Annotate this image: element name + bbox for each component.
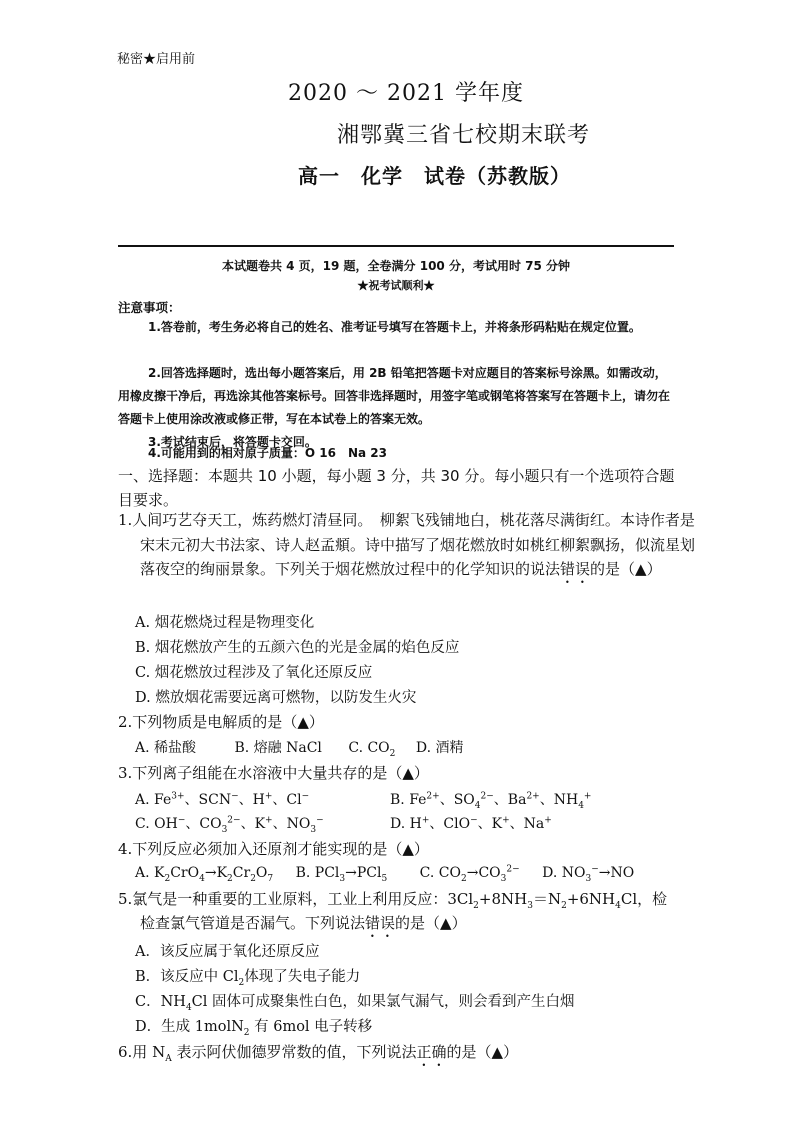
- question-5-emphasis: 错误: [365, 914, 396, 932]
- q3-option-a: A. $Fe^{3+}$、SCN−、H+、Cl−: [135, 791, 310, 808]
- q4-option-d: D. $NO_3^-\to NO$: [542, 864, 635, 884]
- question-2-stem: 2.下列物质是电解质的是（▲）: [118, 713, 324, 731]
- good-luck-line: ★祝考试顺利★: [357, 279, 435, 292]
- question-6-emphasis: 正确: [416, 1043, 447, 1061]
- q3-option-c: C. OH−、$CO_3^{2-}$、K+、$NO_3^-$: [135, 815, 324, 835]
- q5-option-a: A．该反应属于氧化还原反应: [135, 944, 320, 960]
- confidential-label: 秘密★启用前: [117, 52, 196, 67]
- q4-option-c: C. $CO_2\to CO_3^{2-}$: [419, 864, 520, 884]
- q2-option-b: B. 熔融 NaCl: [234, 740, 322, 756]
- q1-option-a: A. 烟花燃烧过程是物理变化: [135, 615, 315, 631]
- notes-title: 注意事项：: [118, 300, 181, 315]
- q2-option-a: A. 稀盐酸: [135, 740, 197, 756]
- question-1-stem: [118, 508, 700, 587]
- q2-options: [135, 737, 464, 759]
- q3-option-d: D. H+、ClO−、K+、Na+: [390, 815, 552, 832]
- q2-option-d: D. 酒精: [415, 740, 464, 756]
- q5-option-d: D．生成 1molN$_2$ 有 6mol 电子转移: [135, 1019, 373, 1038]
- question-5-stem: 5.氯气是一种重要的工业原料，工业上利用反应：$3Cl_2+8NH_3=N_2+6NH_4Cl$，检: [118, 890, 668, 911]
- q5-option-b: B．该反应中 $Cl_2$体现了失电子能力: [135, 969, 361, 988]
- question-1-emphasis: 错误: [560, 560, 591, 578]
- q4-option-b: B. PCl$_3$→PCl$_5$: [295, 864, 388, 884]
- q1-option-c: C. 烟花燃放过程涉及了氧化还原反应: [135, 665, 373, 681]
- q5-option-c: C．$NH_4Cl$ 固体可成聚集性白色，如果氯气漏气，则会看到产生白烟: [135, 994, 575, 1013]
- question-6-stem: 6.用 $N_A$ 表示阿伏伽德罗常数的值，下列说法正确的是（▲）: [118, 1043, 519, 1064]
- q4-option-a: A. $K_2CrO_4\to K_2Cr_2O_7$: [135, 864, 274, 884]
- exam-info: 本试题卷共 4 页，19 题，全卷满分 100 分，考试用时 75 分钟: [221, 259, 571, 273]
- question-1-tail: 的是（▲）: [590, 560, 662, 578]
- q3-option-b: B. $Fe^{2+}$、$SO_4^{2-}$、$Ba^{2+}$、$NH_4^+$: [390, 791, 592, 811]
- q1-option-d: D. 燃放烟花需要远离可燃物，以防发生火灾: [135, 690, 417, 706]
- note-item: 3.考试结束后，将答题卡交回。: [148, 435, 317, 449]
- note-item: 1.答卷前，考生务必将自己的姓名、准考证号填写在答题卡上，并将条形码粘贴在规定位置。: [148, 320, 641, 334]
- q2-option-c: C. $CO_2$: [348, 740, 396, 759]
- note-item: 4.可能用到的相对原子质量：O 16 Na 23: [148, 446, 388, 460]
- subject-title: 高一 化学 试卷（苏教版）: [298, 164, 571, 188]
- divider-line: [118, 245, 674, 247]
- section-heading: 一、选择题：本题共 10 小题，每小题 3 分，共 30 分。每小题只有一个选项符合题目要求。: [118, 467, 675, 509]
- school-year-title: 2020 ～ 2021 学年度: [288, 81, 524, 106]
- question-4-stem: 4.下列反应必须加入还原剂才能实现的是（▲）: [118, 840, 429, 858]
- question-5-stem-cont: 检查氯气管道是否漏气。下列说法错误的是（▲）: [140, 914, 467, 932]
- question-1-text: 1.人间巧艺夺天工，炼药燃灯清昼同。 柳絮飞残铺地白，桃花落尽满街红。本诗作者是宋末元初大书法家、诗人赵孟頫。诗中描写了烟花燃放时如桃红柳絮飘扬，似流星划落夜空的绚丽景象。下列关于烟花燃放过程中的化学知识的说法: [118, 511, 696, 578]
- q1-option-b: B. 烟花燃放产生的五颜六色的光是金属的焰色反应: [135, 640, 460, 656]
- exam-title: 湘鄂冀三省七校期末联考: [337, 123, 591, 148]
- note-item: 2.回答选择题时，选出每小题答案后，用 2B 铅笔把答题卡对应题目的答案标号涂黑。如需改动，用橡皮擦干净后，再选涂其他答案标号。回答非选择题时，用签字笔或钢笔将答案写在答题卡上，请勿在答题卡上使用涂改液或修正带，写在本试卷上的答案无效。: [118, 366, 671, 426]
- q4-options: [135, 864, 634, 883]
- question-3-stem: 3.下列离子组能在水溶液中大量共存的是（▲）: [118, 764, 429, 782]
